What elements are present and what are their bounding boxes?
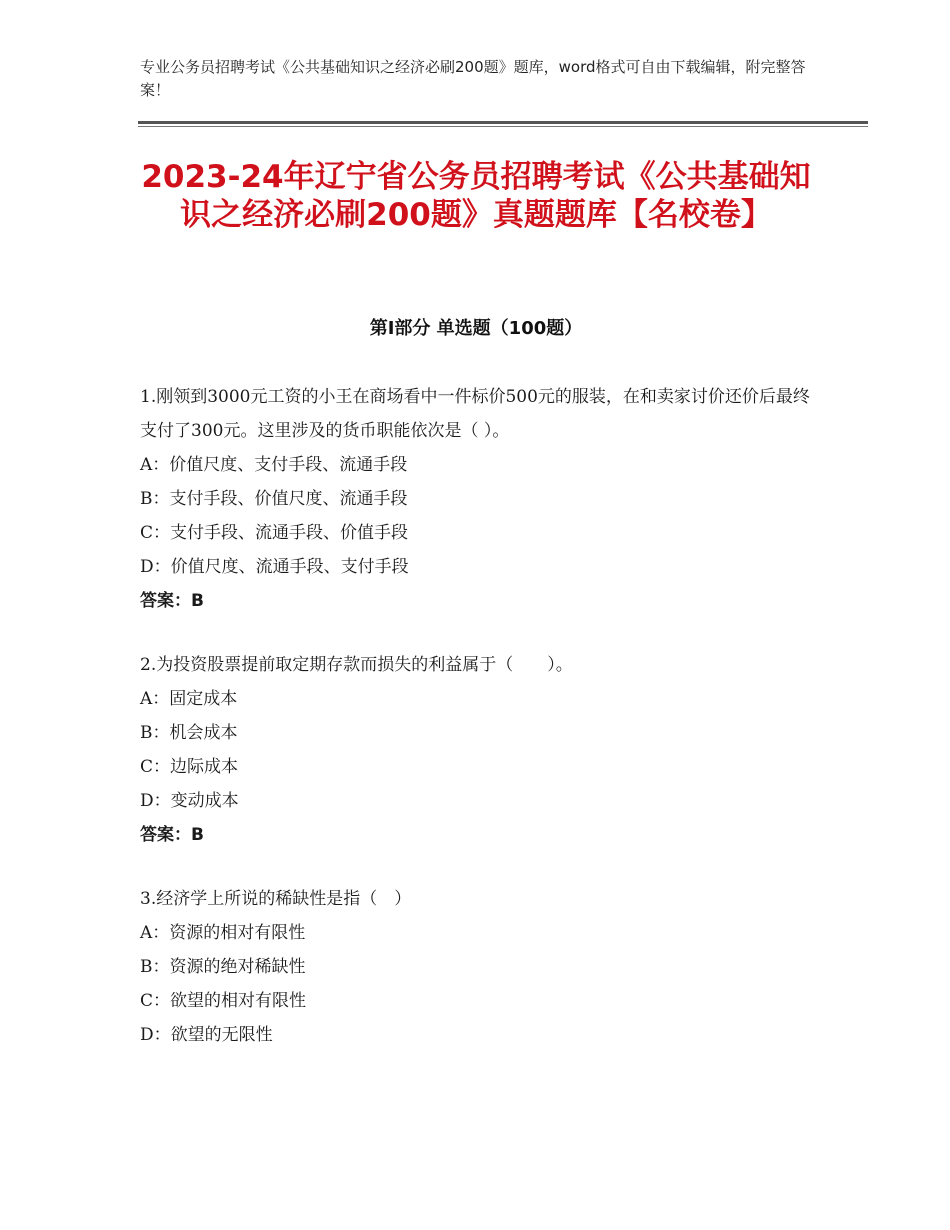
question-stem: 2.为投资股票提前取定期存款而损失的利益属于（ ）。 xyxy=(140,655,573,675)
question-list xyxy=(140,380,812,1082)
option-b: B：支付手段、价值尺度、流通手段 xyxy=(140,489,408,509)
question-stem: 1.刚领到3000元工资的小王在商场看中一件标价500元的服装，在和卖家讨价还价后最终支付了300元。这里涉及的货币职能依次是（ ）。 xyxy=(140,387,810,441)
question-3 xyxy=(140,882,812,1052)
question-2 xyxy=(140,648,812,852)
option-b: B：资源的绝对稀缺性 xyxy=(140,957,306,977)
question-1 xyxy=(140,380,812,618)
header-note: 专业公务员招聘考试《公共基础知识之经济必刷200题》题库，word格式可自由下载编辑，附完整答案！ xyxy=(140,58,806,99)
answer: 答案：B xyxy=(140,591,204,611)
option-c: C：支付手段、流通手段、价值手段 xyxy=(140,523,409,543)
document-title: 2023-24年辽宁省公务员招聘考试《公共基础知识之经济必刷200题》真题题库【名校卷】 xyxy=(141,159,811,233)
header-divider-thin xyxy=(138,126,868,127)
option-c: C：边际成本 xyxy=(140,757,239,777)
option-a: A：固定成本 xyxy=(140,689,238,709)
option-c: C：欲望的相对有限性 xyxy=(140,991,307,1011)
option-a: A：价值尺度、支付手段、流通手段 xyxy=(140,455,408,475)
answer: 答案：B xyxy=(140,825,204,845)
option-d: D：变动成本 xyxy=(140,791,239,811)
option-d: D：价值尺度、流通手段、支付手段 xyxy=(140,557,409,577)
option-a: A：资源的相对有限性 xyxy=(140,923,306,943)
header-divider-thick xyxy=(138,121,868,124)
option-b: B：机会成本 xyxy=(140,723,238,743)
option-d: D：欲望的无限性 xyxy=(140,1025,273,1045)
question-stem: 3.经济学上所说的稀缺性是指（ ） xyxy=(140,889,412,909)
section-title: 第I部分 单选题（100题） xyxy=(369,318,583,339)
